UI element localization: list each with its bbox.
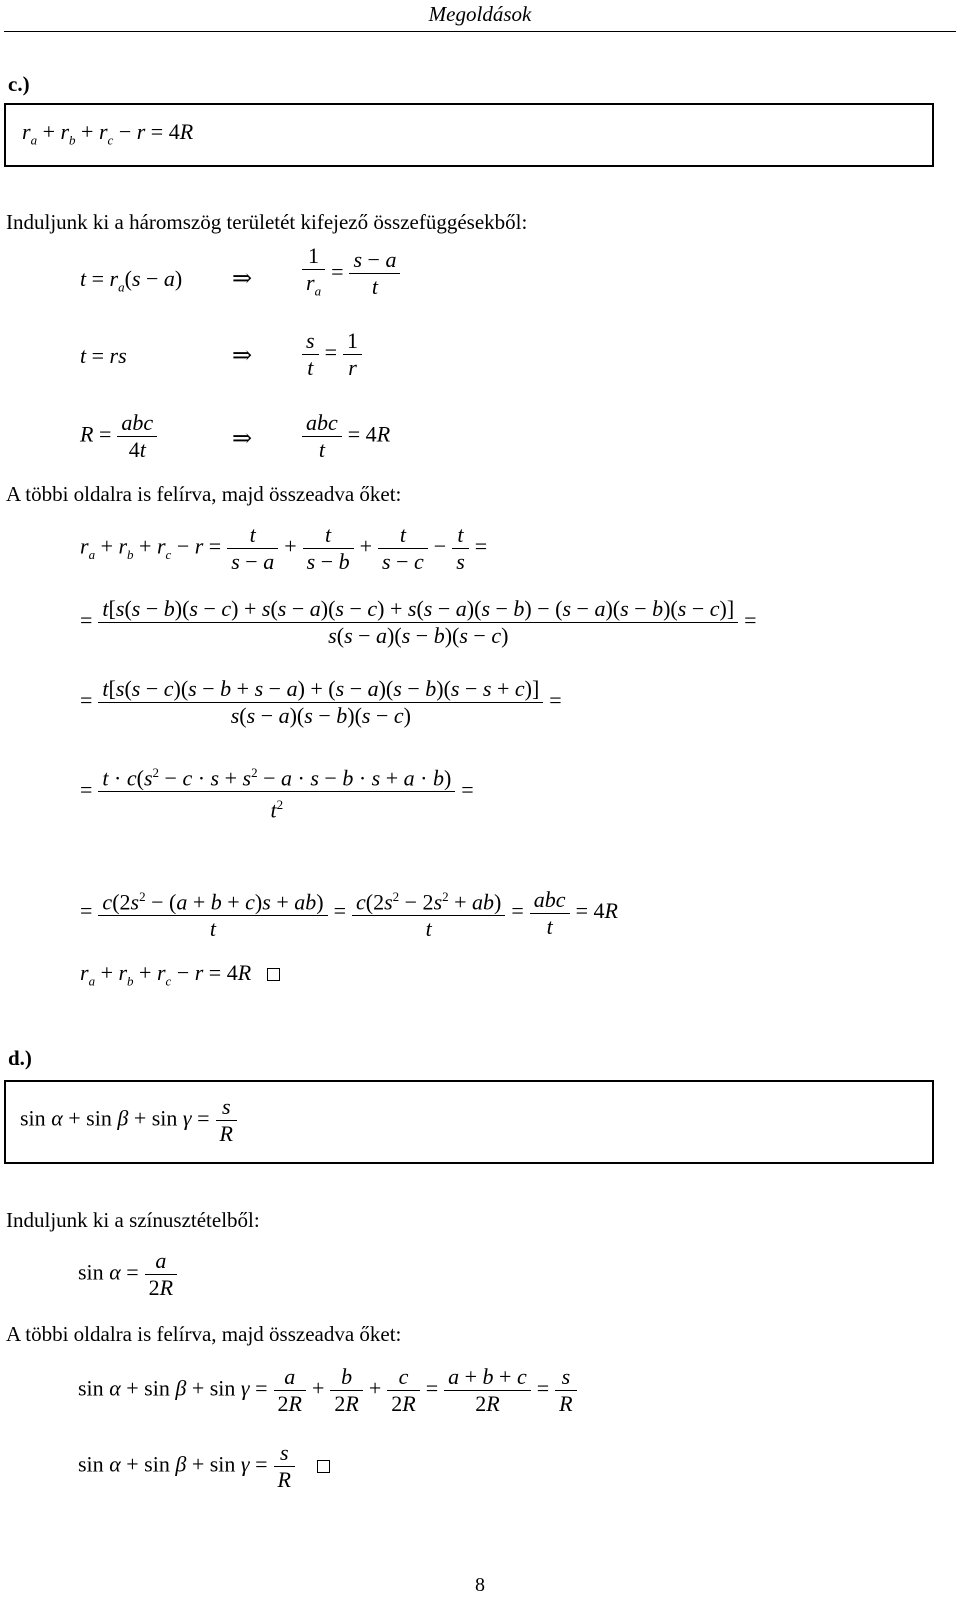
part-c-between: A többi oldalra is felírva, majd összeadva őket:: [6, 482, 402, 506]
relation-1-right: $\frac{1}{r_a}$ = $\frac{s - a}{t}$: [296, 243, 406, 304]
part-d-statement: sin α + sin β + sin γ = $\frac{s}{R}$: [20, 1094, 243, 1147]
part-c-label: c.): [8, 72, 30, 96]
part-d-intro: Induljunk ki a színusztételből:: [6, 1208, 260, 1232]
derivation-line-1: $r_a + r_b + r_c - r$ = $\frac{t}{s - a}$ + $\frac{t}{s - b}$ + $\frac{t}{s - c}$ − $\frac{t}{s}$ =: [80, 522, 488, 574]
part-d-label: d.): [8, 1046, 32, 1070]
implies-icon: ⇒: [232, 343, 253, 369]
part-d-statement-box: [4, 1080, 934, 1164]
part-d-relation: sin α = $\frac{a}{2R}$: [78, 1248, 183, 1301]
implies-icon: ⇒: [232, 426, 253, 452]
part-d-derivation: sin α + sin β + sin γ = $\frac{a}{2R}$ + $\frac{b}{2R}$ + $\frac{c}{2R}$ = $\frac{a + b + c}{2R}$ = $\frac{s}{R}$: [78, 1364, 583, 1417]
implies-icon: ⇒: [232, 266, 253, 292]
relation-1-left: $t = r_a(s - a)$: [80, 266, 183, 295]
derivation-line-5: = $\frac{c(2s^2 - (a + b + c)s + ab)}{t}$ = $\frac{c(2s^2 - 2s^2 + ab)}{t}$ = $\frac{\text{abc}}{t}$ = 4R: [80, 884, 618, 942]
page-header: [0, 0, 960, 32]
part-c-intro: Induljunk ki a háromszög területét kifejező összefüggésekből:: [6, 210, 528, 234]
part-d-between: A többi oldalra is felírva, majd összeadva őket:: [6, 1322, 402, 1346]
part-c-statement-box: [4, 103, 934, 167]
header-title: Megoldások: [428, 2, 532, 26]
relation-2-right: $\frac{s}{t}$ = $\frac{1}{r}$: [296, 328, 368, 381]
header-rule: [4, 31, 956, 32]
derivation-line-4: = $\frac{t \cdot c(s^2 - c \cdot s + s^2 - a \cdot s - b \cdot s + a \cdot b)}{t^2}$ =: [80, 760, 474, 824]
derivation-line-2: = t[s(s − b)(s − c) + s(s − a)(s − c) + s(s − a)(s − b) − (s − a)(s − b)(s − c)] s(s − a)(s − b)(s − c) =: [80, 596, 757, 648]
relation-2-left: t = rs: [80, 343, 127, 368]
derivation-line-3: = $\frac{t[s(s - c)(s - b + s - a) + (s - a)(s - b)(s - s + c)]}{s(s - a)(s - b)(s - c)}$ =: [80, 676, 562, 728]
qed-icon: [267, 968, 280, 981]
part-d-conclusion: sin α + sin β + sin γ = $\frac{s}{R}$: [78, 1440, 330, 1493]
part-c-conclusion: $r_a + r_b + r_c - r = 4R$: [80, 960, 280, 989]
page-number: 8: [475, 1574, 485, 1596]
part-c-statement: $r_a + r_b + r_c - r = 4R$: [22, 119, 194, 148]
relation-3-right: $\frac{\text{abc}}{t}$ = 4R: [296, 410, 390, 463]
qed-icon: [317, 1460, 330, 1473]
relation-3-left: R = $\frac{\text{abc}}{4t}$: [80, 410, 163, 463]
